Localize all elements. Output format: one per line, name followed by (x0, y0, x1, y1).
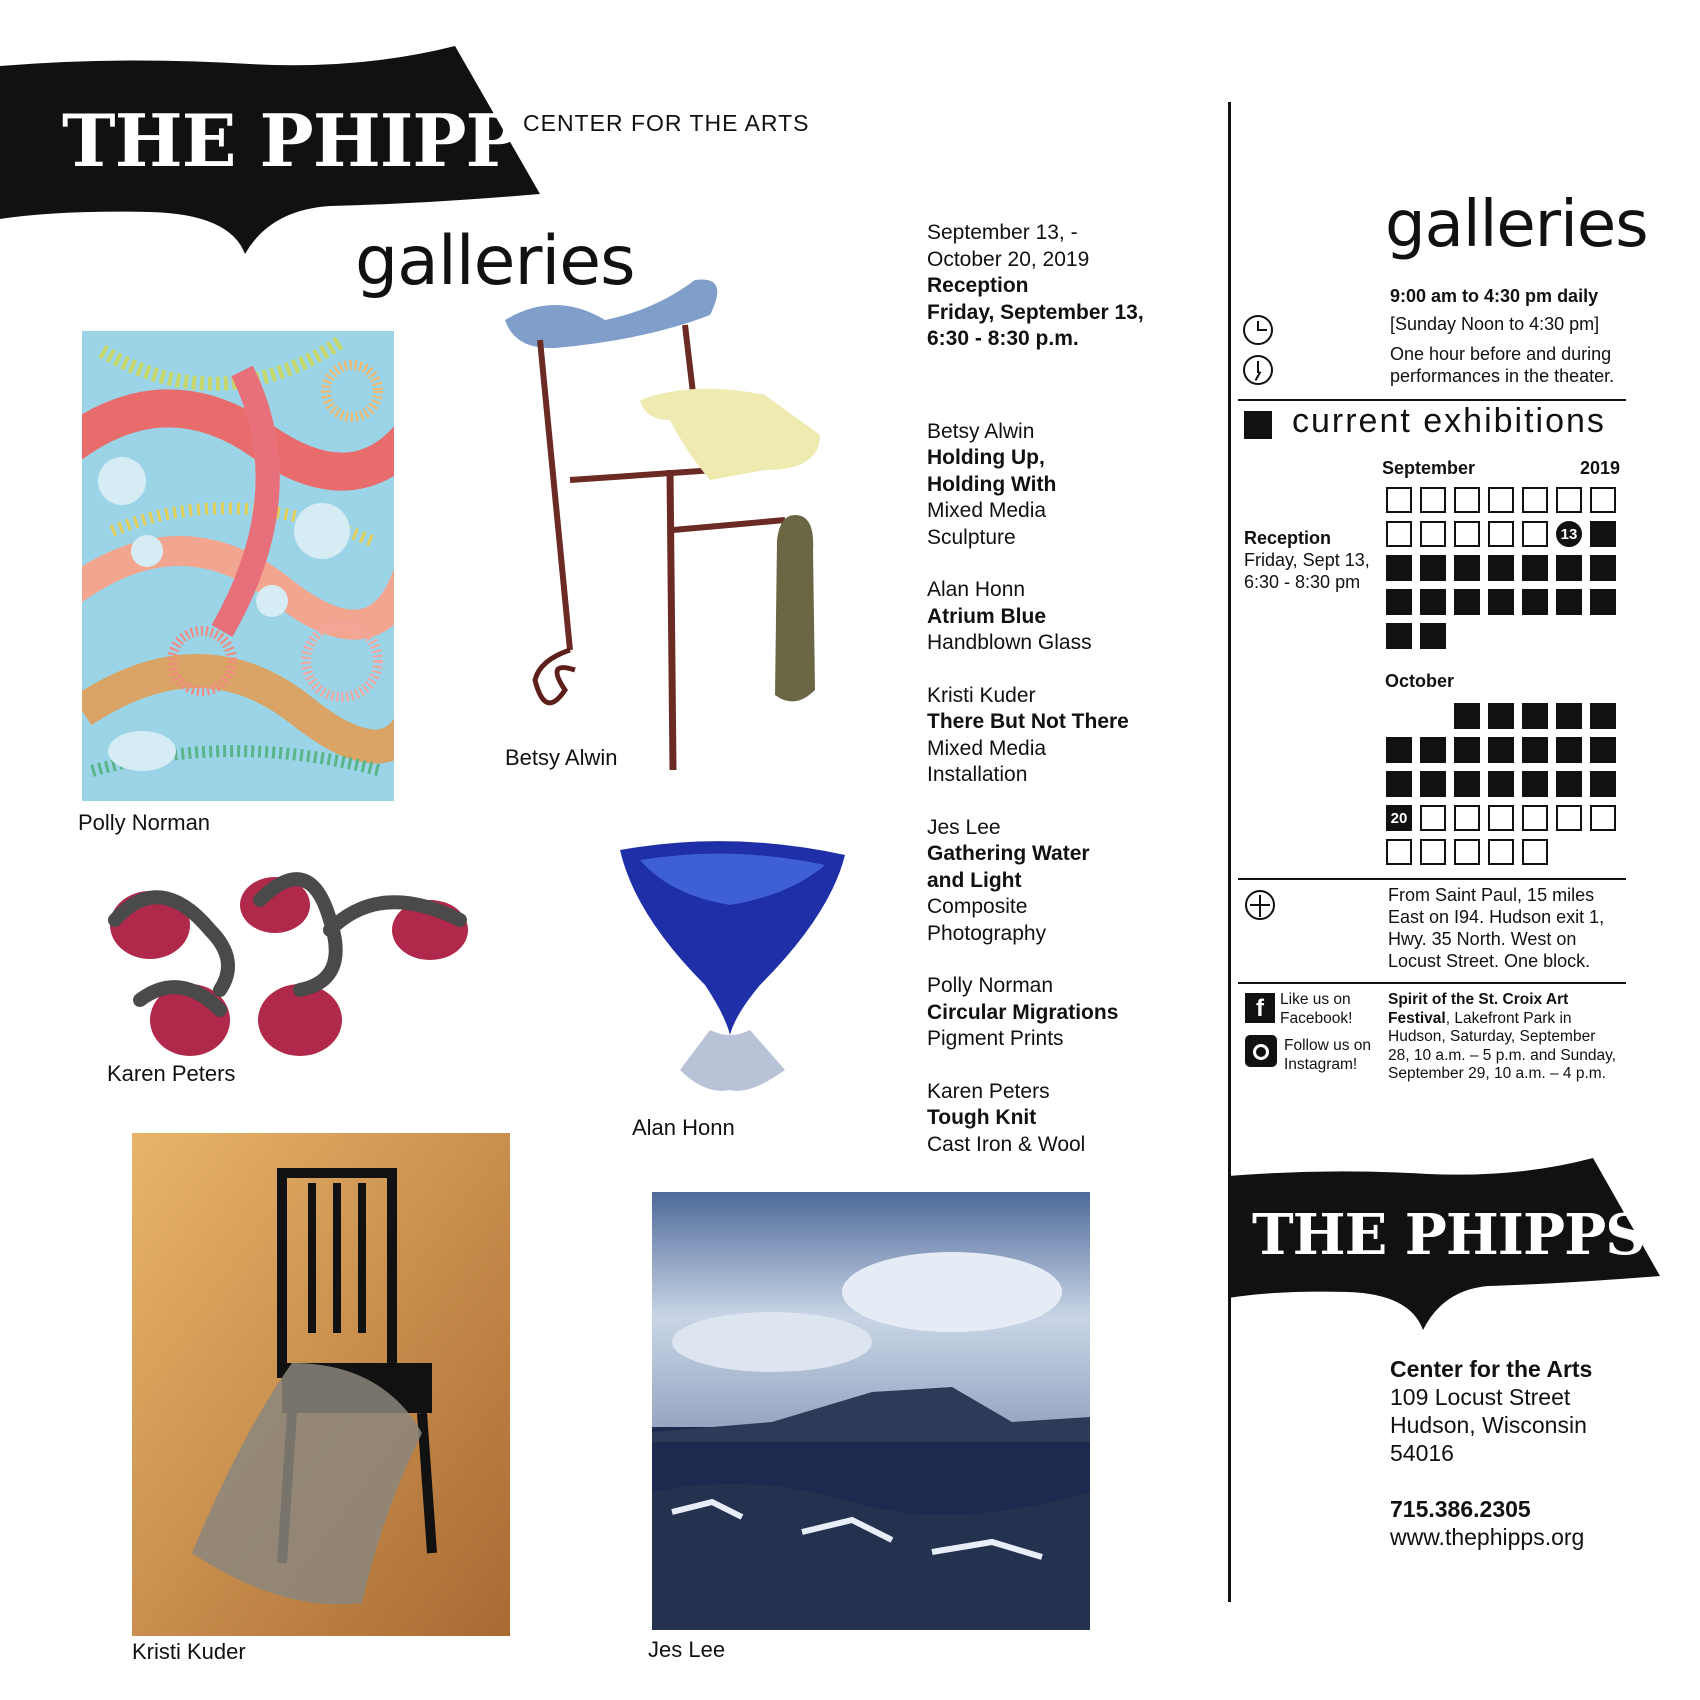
exhibit-entry (927, 973, 1217, 1053)
calendar-day-cell (1420, 555, 1446, 581)
entry-medium: Pigment Prints (927, 1027, 1064, 1050)
sidebar-rule (1238, 982, 1626, 984)
caption-kristi-kuder: Kristi Kuder (132, 1639, 246, 1664)
calendar-day-cell (1590, 487, 1616, 513)
calendar-day-cell (1386, 771, 1412, 797)
calendar-highlight-day: 13 (1560, 526, 1578, 543)
exhibit-entry (927, 815, 1217, 948)
calendar-day-cell (1454, 805, 1480, 831)
festival-bold: Festival (1388, 1009, 1446, 1027)
festival-text: Hudson, Saturday, September (1388, 1028, 1596, 1045)
calendar-day-cell (1454, 839, 1480, 865)
center-for-the-arts-label: CENTER FOR THE ARTS (523, 110, 810, 136)
website-link[interactable]: www.thephipps.org (1390, 1524, 1585, 1550)
hours-note: performances in the theater. (1390, 366, 1615, 386)
address-zip: 54016 (1390, 1440, 1454, 1466)
calendar-day-cell (1420, 771, 1446, 797)
sidebar-reception (1244, 527, 1370, 593)
caption-alan-honn: Alan Honn (632, 1115, 735, 1140)
calendar-day-cell (1454, 487, 1480, 513)
reception-line1: Friday, September 13, (927, 300, 1144, 324)
entry-medium: Composite (927, 895, 1028, 918)
calendar-day-cell (1454, 589, 1480, 615)
page-title: galleries (355, 222, 635, 301)
calendar-day-cell (1522, 805, 1548, 831)
calendar-day-cell (1454, 703, 1480, 729)
calendar-day-cell (1488, 805, 1514, 831)
calendar-day-cell (1454, 555, 1480, 581)
entry-title: Holding Up, (927, 446, 1045, 469)
exhibit-entry (927, 577, 1217, 657)
instagram-line: Follow us on (1284, 1037, 1372, 1054)
facebook-link[interactable] (1280, 991, 1352, 1028)
entry-title: There But Not There (927, 710, 1129, 733)
reception-label: Reception (927, 274, 1029, 297)
calendar-day-cell (1522, 521, 1548, 547)
dates-line1: September 13, - (927, 221, 1078, 244)
calendar-day-cell (1488, 589, 1514, 615)
exhibition-dates (927, 220, 1217, 353)
calendar-day-cell (1522, 737, 1548, 763)
calendar-day-cell (1522, 487, 1548, 513)
calendar-day-cell (1386, 589, 1412, 615)
sidebar-title: galleries (1385, 188, 1648, 262)
calendar-day-cell (1454, 737, 1480, 763)
entry-artist: Kristi Kuder (927, 683, 1036, 707)
calendar-day-cell (1556, 589, 1582, 615)
phone-number[interactable]: 715.386.2305 (1390, 1496, 1531, 1522)
calendar-day-cell (1556, 805, 1582, 831)
calendar-day-cell (1488, 737, 1514, 763)
artwork-polly-norman (82, 331, 394, 801)
calendar-highlight-day: 20 (1390, 810, 1408, 827)
calendar-day-cell (1556, 521, 1582, 547)
entry-medium: Handblown Glass (927, 631, 1092, 654)
calendar-day-cell (1386, 487, 1412, 513)
caption-polly-norman: Polly Norman (78, 810, 211, 835)
caption-jes-lee: Jes Lee (648, 1637, 726, 1662)
calendar-day-cell (1454, 521, 1480, 547)
sidebar-reception-label: Reception (1244, 528, 1332, 548)
current-exhibitions-heading: current exhibitions (1292, 402, 1606, 440)
calendar-day-cell (1386, 805, 1412, 831)
calendar-day-cell (1420, 589, 1446, 615)
caption-betsy-alwin: Betsy Alwin (505, 745, 618, 770)
clock-icon (1243, 315, 1273, 345)
entry-medium: Sculpture (927, 525, 1016, 549)
calendar-day-cell (1386, 521, 1412, 547)
exhibitions-square-icon (1244, 411, 1272, 439)
facebook-icon[interactable]: f (1245, 993, 1275, 1023)
calendar-month-october: October (1385, 671, 1455, 691)
calendar-day-cell (1556, 771, 1582, 797)
entry-artist: Jes Lee (927, 815, 1001, 839)
facebook-line: Facebook! (1280, 1009, 1353, 1027)
logo-text-top: THE PHIPPS (62, 98, 570, 183)
calendar-day-cell (1590, 771, 1616, 797)
calendar-year: 2019 (1580, 458, 1621, 478)
directions-text (1388, 884, 1626, 972)
hours-sunday: [Sunday Noon to 4:30 pm] (1390, 314, 1600, 334)
calendar-day-cell (1386, 555, 1412, 581)
entry-title: Tough Knit (927, 1106, 1037, 1129)
calendar-month-september: September (1382, 458, 1476, 478)
address-org: Center for the Arts (1390, 1356, 1593, 1382)
calendar-day-cell (1420, 737, 1446, 763)
calendar-day-cell (1386, 737, 1412, 763)
entry-medium: Photography (927, 921, 1047, 945)
exhibit-entry (927, 683, 1217, 789)
entry-title: and Light (927, 868, 1022, 892)
directions-icon (1245, 890, 1275, 920)
calendar-day-cell (1590, 737, 1616, 763)
entry-artist: Betsy Alwin (927, 419, 1035, 443)
calendar-day-cell (1488, 521, 1514, 547)
exhibit-entry (927, 419, 1217, 552)
instagram-line: Instagram! (1284, 1055, 1358, 1073)
calendar-day-cell (1420, 487, 1446, 513)
entry-medium: Cast Iron & Wool (927, 1132, 1086, 1156)
entry-artist: Karen Peters (927, 1079, 1050, 1103)
entry-medium: Installation (927, 763, 1028, 786)
calendar-day-cell (1590, 555, 1616, 581)
festival-text: 28, 10 a.m. – 5 p.m. and Sunday, (1388, 1046, 1617, 1064)
sidebar-rule (1238, 399, 1626, 401)
calendar-day-cell (1454, 771, 1480, 797)
sidebar-reception-line: Friday, Sept 13, (1244, 550, 1370, 570)
entry-artist: Polly Norman (927, 974, 1054, 997)
reception-line2: 6:30 - 8:30 p.m. (927, 327, 1079, 350)
calendar-day-cell (1522, 703, 1548, 729)
directions-line: East on I94. Hudson exit 1, (1388, 907, 1605, 927)
facebook-line: Like us on (1280, 991, 1351, 1008)
address-block (1390, 1355, 1592, 1551)
instagram-icon[interactable] (1245, 1035, 1277, 1067)
calendar-day-cell (1590, 703, 1616, 729)
artwork-karen-peters (100, 860, 500, 1065)
calendar-day-cell (1488, 771, 1514, 797)
calendar-day-cell (1420, 805, 1446, 831)
calendar-day-cell (1556, 703, 1582, 729)
entry-title: Circular Migrations (927, 1000, 1119, 1024)
hours-note: One hour before and during (1390, 344, 1612, 364)
address-city: Hudson, Wisconsin (1390, 1412, 1587, 1438)
calendar-day-cell (1556, 487, 1582, 513)
calendar-day-cell (1522, 839, 1548, 865)
calendar-day-cell (1386, 839, 1412, 865)
entry-title: Gathering Water (927, 842, 1090, 865)
festival-text: , Lakefront Park in (1445, 1009, 1572, 1027)
caption-karen-peters: Karen Peters (107, 1061, 236, 1086)
directions-line: Locust Street. One block. (1388, 951, 1591, 971)
calendar-day-cell (1488, 487, 1514, 513)
calendar-day-cell (1590, 805, 1616, 831)
calendar-day-cell (1522, 555, 1548, 581)
hours-daily: 9:00 am to 4:30 pm daily (1390, 286, 1599, 306)
artwork-betsy-alwin (495, 270, 865, 780)
calendar-day-cell (1420, 521, 1446, 547)
entry-medium: Mixed Media (927, 736, 1047, 760)
entry-medium: Mixed Media (927, 499, 1047, 522)
festival-info (1388, 991, 1688, 1084)
dates-line2: October 20, 2019 (927, 247, 1090, 271)
entry-artist: Alan Honn (927, 578, 1026, 601)
sidebar-reception-line: 6:30 - 8:30 pm (1244, 572, 1361, 592)
column-divider (1228, 102, 1231, 1602)
calendar-day-cell (1590, 521, 1616, 547)
directions-line: From Saint Paul, 15 miles (1388, 885, 1595, 905)
logo-text-bottom: THE PHIPPS (1252, 1202, 1645, 1268)
calendar-day-cell (1556, 737, 1582, 763)
exhibition-info (927, 220, 1217, 1184)
entry-title: Holding With (927, 472, 1057, 496)
exhibit-entry (927, 1079, 1217, 1159)
hours-block (1390, 285, 1640, 387)
calendar-day-cell (1522, 771, 1548, 797)
artwork-jes-lee (652, 1192, 1090, 1630)
calendar-day-cell (1420, 839, 1446, 865)
entry-title: Atrium Blue (927, 604, 1047, 628)
clock-icon (1243, 355, 1273, 385)
calendar-day-cell (1488, 555, 1514, 581)
calendar-day-cell (1386, 623, 1412, 649)
calendar-day-cell (1488, 703, 1514, 729)
instagram-link[interactable] (1284, 1037, 1371, 1074)
calendar-day-cell (1488, 839, 1514, 865)
calendar-day-cell (1556, 555, 1582, 581)
artwork-alan-honn (610, 835, 855, 1105)
festival-bold: Spirit of the St. Croix Art (1388, 991, 1569, 1008)
directions-line: Hwy. 35 North. West on (1388, 929, 1577, 949)
calendar-day-cell (1420, 623, 1446, 649)
sidebar-rule (1238, 878, 1626, 880)
artwork-kristi-kuder (132, 1133, 510, 1636)
festival-text: September 29, 10 a.m. – 4 p.m. (1388, 1065, 1606, 1082)
calendar-day-cell (1522, 589, 1548, 615)
calendar-day-cell (1590, 589, 1616, 615)
address-street: 109 Locust Street (1390, 1384, 1571, 1410)
